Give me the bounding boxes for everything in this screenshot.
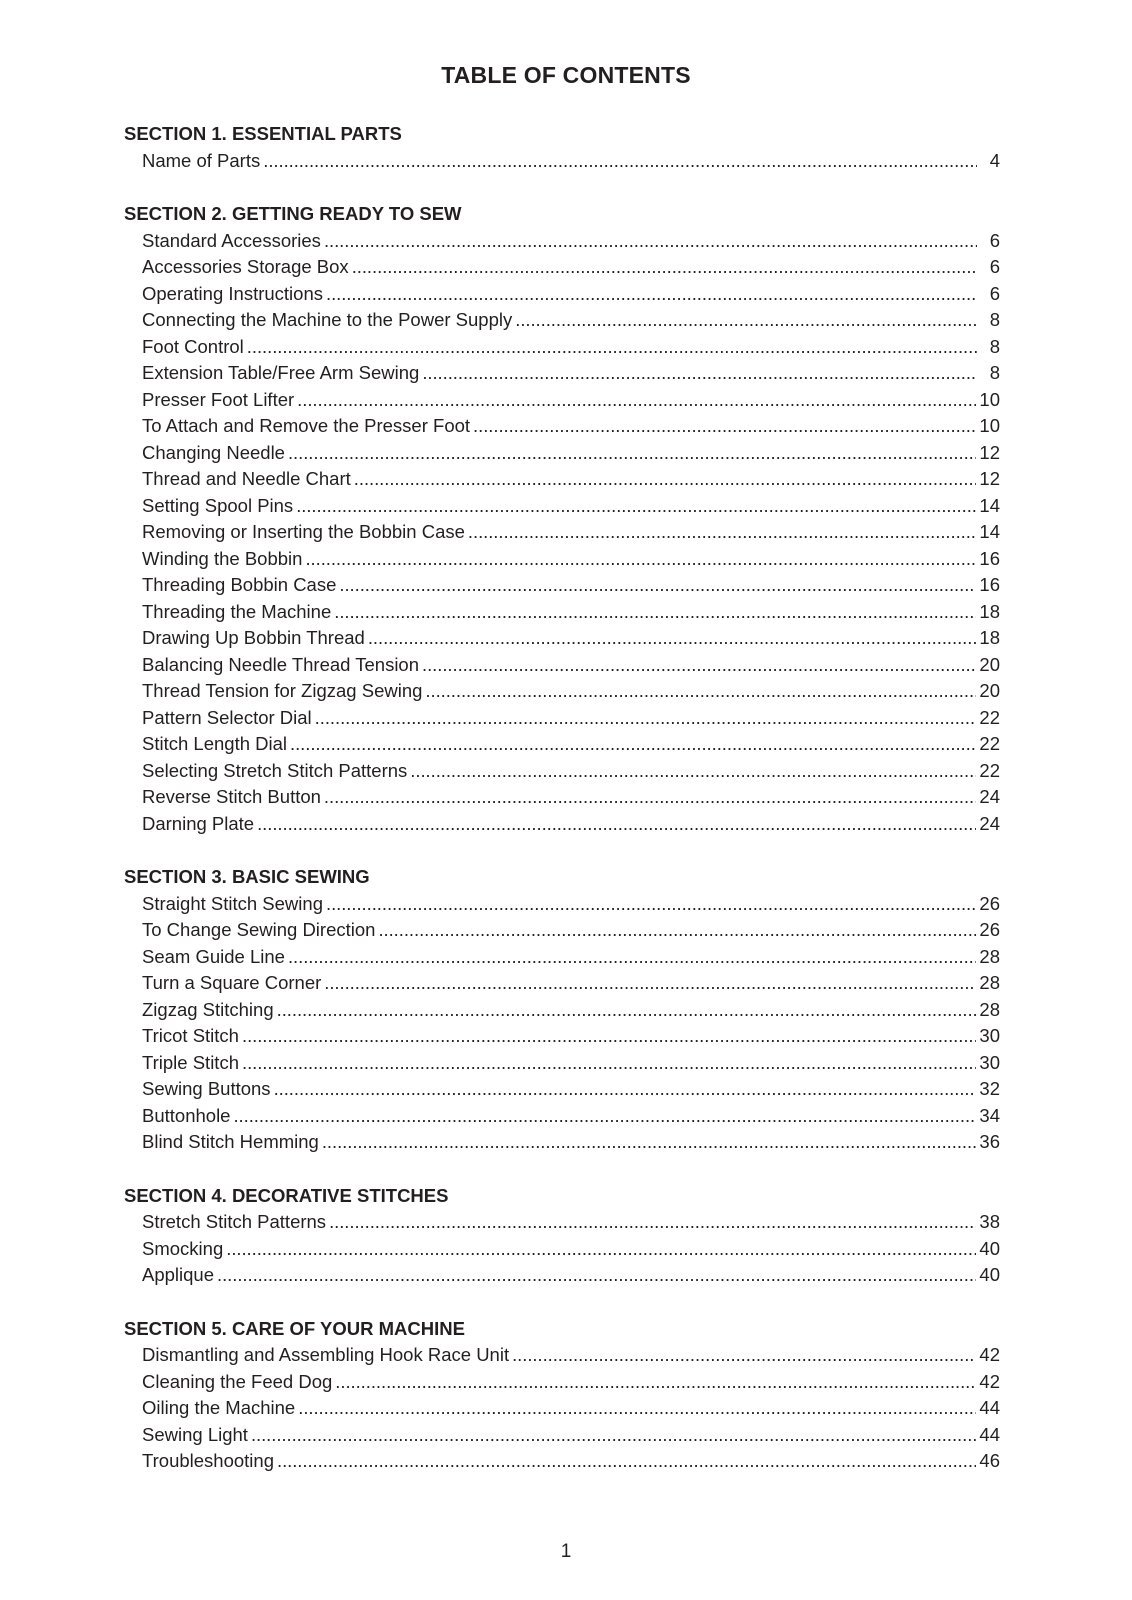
dot-leader	[242, 1050, 976, 1077]
toc-entry-title: Threading the Machine	[142, 600, 332, 622]
dot-leader	[515, 307, 977, 334]
dot-leader	[274, 1076, 977, 1103]
toc-entry[interactable]	[124, 970, 1000, 997]
toc-entry-title: Extension Table/Free Arm Sewing	[142, 362, 420, 383]
toc-entry-title: Seam Guide Line	[142, 945, 285, 967]
toc-entry-title: Connecting the Machine to the Power Supply	[142, 309, 513, 330]
toc-entry[interactable]	[124, 281, 1000, 308]
toc-entry[interactable]	[124, 466, 1000, 493]
section-heading: SECTION 1. ESSENTIAL PARTS	[124, 123, 402, 144]
toc-entry[interactable]	[124, 625, 1000, 652]
toc-entry-page: 28	[979, 972, 1000, 993]
toc-entry-title: Stitch Length Dial	[142, 733, 288, 754]
toc-entry[interactable]	[124, 307, 1000, 334]
toc-entry-page: 6	[989, 229, 1000, 251]
toc-entry-page: 28	[979, 945, 1000, 967]
toc-entry-page: 22	[979, 706, 1000, 728]
toc-entry[interactable]	[124, 1369, 1000, 1396]
toc-entry[interactable]	[124, 1422, 1000, 1449]
dot-leader	[217, 1262, 976, 1289]
toc-entry[interactable]	[124, 1209, 1000, 1236]
toc-entry-title: Standard Accessories	[142, 229, 321, 251]
toc-entry-title: Pattern Selector Dial	[142, 706, 312, 728]
dot-leader	[334, 599, 976, 626]
toc-entry-title: Dismantling and Assembling Hook Race Unit	[142, 1344, 510, 1365]
dot-leader	[296, 493, 976, 520]
toc-entry-title: Foot Control	[142, 335, 244, 357]
dot-leader	[247, 334, 977, 361]
toc-entry[interactable]	[124, 705, 1000, 732]
toc-entry[interactable]	[124, 440, 1000, 467]
toc-entry-title: Drawing Up Bobbin Thread	[142, 627, 365, 648]
toc-entry-title: Darning Plate	[142, 812, 255, 834]
toc-entry[interactable]	[124, 519, 1000, 546]
toc-entry-title: Oiling the Machine	[142, 1397, 296, 1418]
section-heading: SECTION 2. GETTING READY TO SEW	[124, 203, 462, 224]
toc-entry-page: 46	[979, 1450, 1000, 1471]
dot-leader	[242, 1023, 976, 1050]
toc-entry-page: 34	[979, 1104, 1000, 1126]
toc-entry-title: Thread and Needle Chart	[142, 468, 351, 489]
toc-entry-page: 18	[979, 600, 1000, 622]
toc-entry-title: Removing or Inserting the Bobbin Case	[142, 521, 465, 542]
dot-leader	[473, 413, 976, 440]
toc-entry-page: 18	[979, 627, 1000, 648]
toc-entry-page: 42	[979, 1370, 1000, 1392]
dot-leader	[368, 625, 977, 652]
toc-entry[interactable]	[124, 148, 1000, 175]
toc-entry[interactable]	[124, 1395, 1000, 1422]
toc-entry[interactable]	[124, 811, 1000, 838]
dot-leader	[298, 1395, 976, 1422]
toc-entry-title: Setting Spool Pins	[142, 494, 294, 516]
dot-leader	[324, 970, 976, 997]
dot-leader	[322, 1129, 977, 1156]
dot-leader	[257, 811, 976, 838]
toc-entry-page: 24	[979, 786, 1000, 807]
dot-leader	[251, 1422, 976, 1449]
dot-leader	[512, 1342, 976, 1369]
toc-entry[interactable]	[124, 254, 1000, 281]
toc-section	[124, 1316, 1000, 1475]
dot-leader	[324, 784, 977, 811]
toc-entry-page: 16	[979, 574, 1000, 595]
toc-entry-page: 38	[979, 1211, 1000, 1232]
toc-entry-title: Name of Parts	[142, 149, 261, 171]
dot-leader	[297, 387, 976, 414]
toc-entry[interactable]	[124, 334, 1000, 361]
toc-entry-title: Straight Stitch Sewing	[142, 892, 323, 914]
dot-leader	[468, 519, 977, 546]
toc-entry[interactable]	[124, 678, 1000, 705]
toc-entry[interactable]	[124, 917, 1000, 944]
toc-entry-title: Troubleshooting	[142, 1450, 274, 1471]
toc-entry-title: Reverse Stitch Button	[142, 786, 321, 807]
toc-entry-title: Changing Needle	[142, 441, 285, 463]
dot-leader	[315, 705, 977, 732]
dot-leader	[290, 731, 976, 758]
page-title: TABLE OF CONTENTS	[441, 62, 691, 88]
section-heading: SECTION 4. DECORATIVE STITCHES	[124, 1184, 449, 1206]
toc-entry-title: Winding the Bobbin	[142, 547, 303, 569]
toc-entry-title: Selecting Stretch Stitch Patterns	[142, 759, 408, 781]
dot-leader	[288, 440, 976, 467]
toc-entry-page: 8	[989, 362, 1000, 383]
toc-entry[interactable]	[124, 387, 1000, 414]
toc-entry-page: 44	[979, 1423, 1000, 1445]
dot-leader	[354, 466, 977, 493]
toc-entry[interactable]	[124, 546, 1000, 573]
page-number: 1	[560, 1541, 572, 1562]
toc-entry-page: 32	[979, 1078, 1000, 1099]
dot-leader	[422, 652, 976, 679]
toc-entry[interactable]	[124, 1103, 1000, 1130]
dot-leader	[410, 758, 976, 785]
toc-entry-page: 12	[979, 441, 1000, 463]
section-heading: SECTION 5. CARE OF YOUR MACHINE	[124, 1317, 465, 1339]
toc-entry-page: 30	[979, 1025, 1000, 1046]
toc-entry[interactable]	[124, 784, 1000, 811]
toc-entry-page: 42	[979, 1344, 1000, 1365]
toc-entry[interactable]	[124, 1023, 1000, 1050]
toc-entry-page: 16	[979, 547, 1000, 569]
toc-entry[interactable]	[124, 360, 1000, 387]
toc-entry[interactable]	[124, 572, 1000, 599]
dot-leader	[233, 1103, 976, 1130]
toc-entry[interactable]	[124, 1448, 1000, 1475]
toc-entry-title: Zigzag Stitching	[142, 998, 274, 1020]
toc-entry-page: 10	[979, 415, 1000, 436]
toc-entry[interactable]	[124, 1129, 1000, 1156]
toc-entry-page: 26	[979, 919, 1000, 940]
toc-entry-page: 40	[979, 1237, 1000, 1259]
toc-entry-title: Presser Foot Lifter	[142, 388, 295, 410]
toc-entry-page: 14	[979, 494, 1000, 516]
toc-entry-page: 30	[979, 1051, 1000, 1073]
toc-entry[interactable]	[124, 731, 1000, 758]
toc-entry-page: 36	[979, 1131, 1000, 1152]
toc-entry-title: Balancing Needle Thread Tension	[142, 653, 420, 675]
toc-entry-title: Smocking	[142, 1237, 224, 1259]
dot-leader	[324, 228, 977, 255]
toc-entry-title: Sewing Light	[142, 1423, 248, 1445]
dot-leader	[263, 148, 977, 175]
toc-entry[interactable]	[124, 1342, 1000, 1369]
toc-entry[interactable]	[124, 758, 1000, 785]
dot-leader	[378, 917, 976, 944]
toc-entry-title: Tricot Stitch	[142, 1025, 239, 1046]
dot-leader	[335, 1369, 976, 1396]
toc-entry-page: 20	[979, 680, 1000, 701]
dot-leader	[329, 1209, 976, 1236]
dot-leader	[288, 944, 976, 971]
toc-entry-title: Accessories Storage Box	[142, 256, 349, 277]
toc-entry-page: 8	[989, 309, 1000, 330]
table-of-contents	[124, 121, 1000, 1502]
dot-leader	[277, 997, 977, 1024]
toc-entry[interactable]	[124, 1076, 1000, 1103]
toc-entry-page: 8	[989, 335, 1000, 357]
dot-leader	[339, 572, 976, 599]
toc-entry-title: Triple Stitch	[142, 1051, 239, 1073]
toc-section	[124, 201, 1000, 837]
dot-leader	[305, 546, 976, 573]
toc-entry-page: 22	[979, 733, 1000, 754]
section-heading: SECTION 3. BASIC SEWING	[124, 866, 370, 887]
toc-entry-page: 12	[979, 468, 1000, 489]
toc-entry-title: Sewing Buttons	[142, 1078, 271, 1099]
toc-entry-title: Applique	[142, 1264, 215, 1285]
toc-entry-page: 40	[979, 1264, 1000, 1285]
dot-leader	[326, 891, 976, 918]
toc-entry[interactable]	[124, 891, 1000, 918]
toc-entry[interactable]	[124, 997, 1000, 1024]
toc-entry[interactable]	[124, 599, 1000, 626]
toc-entry-title: Turn a Square Corner	[142, 972, 322, 993]
toc-section	[124, 864, 1000, 1156]
toc-entry-page: 4	[989, 149, 1000, 171]
toc-entry[interactable]	[124, 1236, 1000, 1263]
dot-leader	[422, 360, 977, 387]
toc-entry-page: 6	[989, 256, 1000, 277]
toc-entry-page: 26	[979, 892, 1000, 914]
dot-leader	[226, 1236, 976, 1263]
toc-entry[interactable]	[124, 652, 1000, 679]
toc-entry-page: 28	[979, 998, 1000, 1020]
toc-entry-page: 20	[979, 653, 1000, 675]
toc-entry-title: To Attach and Remove the Presser Foot	[142, 415, 471, 436]
toc-entry-title: Cleaning the Feed Dog	[142, 1370, 333, 1392]
toc-entry-page: 22	[979, 759, 1000, 781]
toc-section	[124, 121, 1000, 174]
toc-section	[124, 1183, 1000, 1289]
toc-entry[interactable]	[124, 1050, 1000, 1077]
toc-entry-title: Operating Instructions	[142, 282, 323, 304]
toc-entry[interactable]	[124, 228, 1000, 255]
dot-leader	[326, 281, 977, 308]
dot-leader	[425, 678, 976, 705]
toc-entry[interactable]	[124, 493, 1000, 520]
toc-entry[interactable]	[124, 1262, 1000, 1289]
dot-leader	[352, 254, 977, 281]
toc-entry-title: Thread Tension for Zigzag Sewing	[142, 680, 423, 701]
toc-entry[interactable]	[124, 413, 1000, 440]
toc-entry-title: Buttonhole	[142, 1104, 231, 1126]
toc-entry-title: Threading Bobbin Case	[142, 574, 337, 595]
toc-entry-page: 14	[979, 521, 1000, 542]
toc-entry-title: Blind Stitch Hemming	[142, 1131, 319, 1152]
toc-entry-page: 44	[979, 1397, 1000, 1418]
toc-entry[interactable]	[124, 944, 1000, 971]
toc-entry-page: 24	[979, 812, 1000, 834]
toc-entry-page: 6	[989, 282, 1000, 304]
toc-entry-page: 10	[979, 388, 1000, 410]
toc-entry-title: To Change Sewing Direction	[142, 919, 376, 940]
toc-entry-title: Stretch Stitch Patterns	[142, 1211, 327, 1232]
dot-leader	[277, 1448, 976, 1475]
